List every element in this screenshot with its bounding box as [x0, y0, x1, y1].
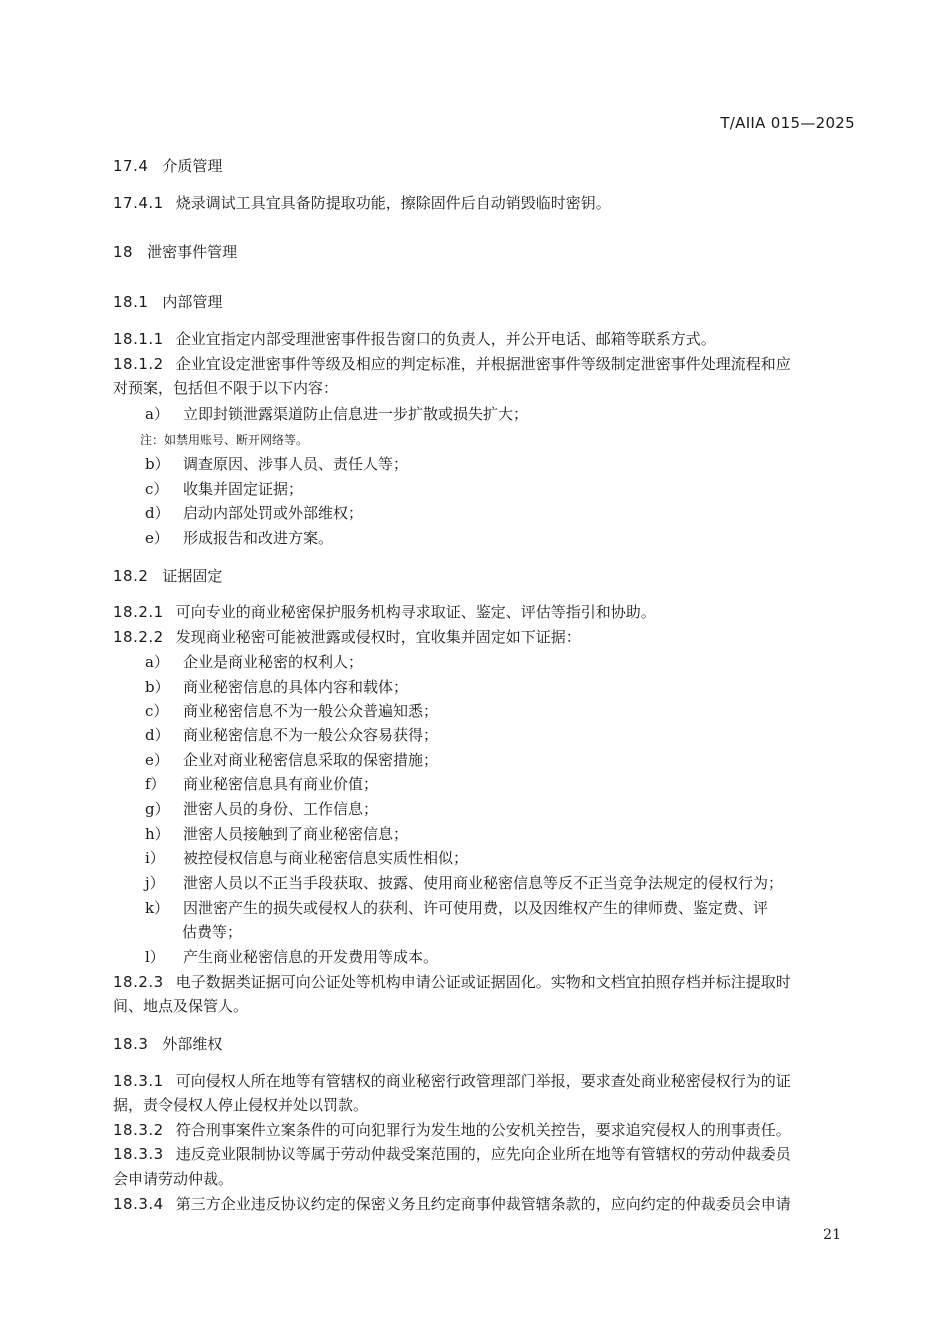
list-marker: e）: [145, 751, 169, 769]
clause-number: 18.1.2: [113, 355, 164, 373]
list-item: [145, 528, 333, 548]
page-number: 21: [823, 1227, 841, 1243]
list-item: [145, 701, 438, 721]
list-item-text: 泄密人员接触到了商业秘密信息；: [183, 825, 409, 843]
clause-18-3-1: [113, 1071, 791, 1091]
clause-text: 可向侵权人所在地等有管辖权的商业秘密行政管理部门举报，要求查处商业秘密侵权行为的证: [175, 1072, 791, 1090]
heading-number: 18.1: [113, 293, 149, 311]
heading-number: 18.3: [113, 1035, 149, 1053]
list-item-text: 因泄密产生的损失或侵权人的获利、许可使用费，以及因维权产生的律师费、鉴定费、评: [183, 899, 769, 917]
list-item-text: 泄密人员的身份、工作信息；: [183, 800, 379, 818]
list-marker: e）: [145, 529, 169, 547]
list-marker: k）: [145, 899, 170, 917]
clause-text: 企业宜设定泄密事件等级及相应的判定标准，并根据泄密事件等级制定泄密事件处理流程和应: [175, 355, 791, 373]
list-marker: f）: [145, 775, 166, 793]
list-item: [145, 947, 438, 967]
list-marker: a）: [145, 405, 169, 423]
clause-18-2-1: [113, 602, 656, 622]
list-item-text: 商业秘密信息的具体内容和载体；: [183, 678, 409, 696]
clause-18-3-3-cont: 会申请劳动仲裁。: [113, 1170, 234, 1188]
clause-number: 17.4.1: [113, 194, 164, 212]
heading-number: 17.4: [113, 157, 149, 175]
list-item-text: 立即封锁泄露渠道防止信息进一步扩散或损失扩大；: [183, 405, 529, 423]
clause-text: 符合刑事案件立案条件的可向犯罪行为发生地的公安机关控告，要求追究侵权人的刑事责任。: [175, 1121, 791, 1139]
list-marker: d）: [145, 504, 170, 522]
clause-number: 18.3.4: [113, 1195, 164, 1213]
heading-number: 18.2: [113, 567, 149, 585]
heading-title: 介质管理: [162, 157, 223, 175]
clause-number: 18.1.1: [113, 330, 164, 348]
clause-18-2-3: [113, 972, 791, 992]
list-item-text: 形成报告和改进方案。: [183, 529, 334, 547]
list-marker: g）: [145, 800, 170, 818]
list-marker: c）: [145, 702, 169, 720]
list-marker: l）: [145, 948, 165, 966]
list-marker: i）: [145, 849, 165, 867]
clause-18-3-1-cont: 据，责令侵权人停止侵权并处以罚款。: [113, 1096, 369, 1114]
list-item-text: 商业秘密信息不为一般公众容易获得；: [183, 726, 439, 744]
list-item: [145, 503, 363, 523]
list-marker: a）: [145, 653, 169, 671]
heading-17-4: [113, 156, 222, 176]
list-item: [145, 824, 408, 844]
list-item: [145, 750, 438, 770]
list-item: [145, 873, 783, 893]
clause-number: 18.2.1: [113, 603, 164, 621]
heading-title: 泄密事件管理: [147, 243, 238, 261]
clause-number: 18.2.2: [113, 628, 164, 646]
list-marker: b）: [145, 678, 170, 696]
heading-title: 证据固定: [162, 567, 223, 585]
list-marker: j）: [145, 874, 165, 892]
heading-18: [113, 242, 237, 262]
clause-text: 电子数据类证据可向公证处等机构申请公证或证据固化。实物和文档宜拍照存档并标注提取时: [175, 973, 791, 991]
clause-number: 18.3.2: [113, 1121, 164, 1139]
list-item-text: 商业秘密信息不为一般公众普遍知悉；: [183, 702, 439, 720]
clause-number: 18.2.3: [113, 973, 164, 991]
heading-18-2: [113, 566, 222, 586]
list-item: [145, 774, 378, 794]
list-item-text: 启动内部处罚或外部维权；: [183, 504, 364, 522]
clause-18-2-2: [113, 627, 581, 647]
list-item: [145, 725, 438, 745]
heading-18-1: [113, 292, 222, 312]
list-item: [145, 652, 363, 672]
list-item-text: 企业是商业秘密的权利人；: [183, 653, 364, 671]
list-marker: c）: [145, 480, 169, 498]
clause-18-1-2: [113, 354, 791, 374]
clause-18-3-4: [113, 1194, 791, 1214]
list-item: [145, 848, 468, 868]
list-item-text: 泄密人员以不正当手段获取、披露、使用商业秘密信息等反不正当竞争法规定的侵权行为；: [183, 874, 784, 892]
list-item: [145, 799, 378, 819]
clause-18-3-3: [113, 1144, 791, 1164]
heading-title: 内部管理: [162, 293, 223, 311]
list-item: [145, 898, 768, 918]
list-item-text: 被控侵权信息与商业秘密信息实质性相似；: [183, 849, 469, 867]
list-item: [145, 404, 528, 424]
clause-number: 18.3.3: [113, 1145, 164, 1163]
clause-text: 可向专业的商业秘密保护服务机构寻求取证、鉴定、评估等指引和协助。: [175, 603, 656, 621]
list-item-text: 收集并固定证据；: [183, 480, 304, 498]
standard-code: T/AIIA 015—2025: [720, 114, 855, 132]
heading-title: 外部维权: [162, 1035, 223, 1053]
clause-18-3-2: [113, 1120, 791, 1140]
clause-18-2-3-cont: 间、地点及保管人。: [113, 997, 249, 1015]
note: 注：如禁用账号、断开网络等。: [140, 433, 309, 447]
clause-number: 18.3.1: [113, 1072, 164, 1090]
clause-text: 企业宜指定内部受理泄密事件报告窗口的负责人，并公开电话、邮箱等联系方式。: [175, 330, 716, 348]
list-item-text: 产生商业秘密信息的开发费用等成本。: [183, 948, 439, 966]
clause-18-1-2-cont: 对预案，包括但不限于以下内容：: [113, 379, 339, 397]
list-item-text: 商业秘密信息具有商业价值；: [183, 775, 379, 793]
list-marker: d）: [145, 726, 170, 744]
list-marker: b）: [145, 455, 170, 473]
list-item: [145, 454, 408, 474]
clause-text: 违反竞业限制协议等属于劳动仲裁受案范围的，应先向企业所在地等有管辖权的劳动仲裁委员: [175, 1145, 791, 1163]
heading-number: 18: [113, 243, 134, 261]
list-item: [145, 677, 408, 697]
clause-18-1-1: [113, 329, 716, 349]
heading-18-3: [113, 1034, 222, 1054]
clause-text: 第三方企业违反协议约定的保密义务且约定商事仲裁管辖条款的，应向约定的仲裁委员会申请: [175, 1195, 791, 1213]
list-item-text: 调查原因、涉事人员、责任人等；: [183, 455, 409, 473]
list-marker: h）: [145, 825, 170, 843]
list-item-continuation: 估费等；: [182, 923, 243, 941]
clause-17-4-1: [113, 193, 611, 213]
list-item-text: 企业对商业秘密信息采取的保密措施；: [183, 751, 439, 769]
clause-text: 发现商业秘密可能被泄露或侵权时，宜收集并固定如下证据：: [175, 628, 581, 646]
list-item: [145, 479, 303, 499]
clause-text: 烧录调试工具宜具备防提取功能，擦除固件后自动销毁临时密钥。: [175, 194, 611, 212]
